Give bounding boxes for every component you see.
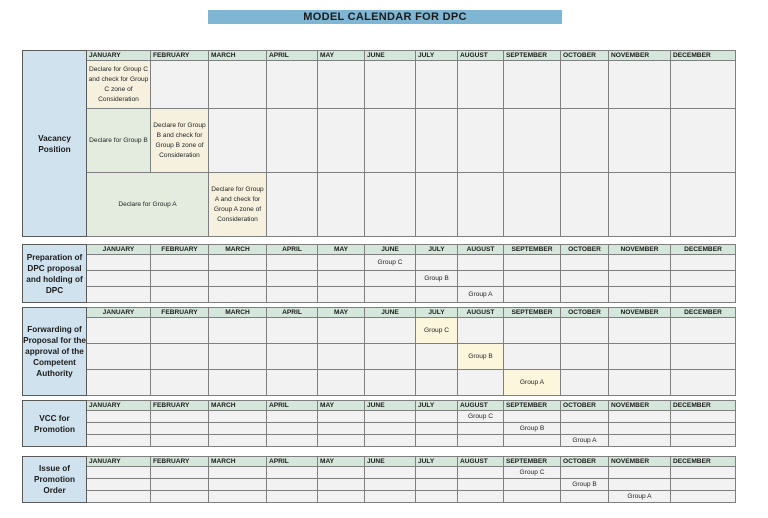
month-header: FEBRUARY [151, 308, 209, 318]
month-header: NOVEMBER [609, 51, 671, 61]
month-header: JANUARY [87, 51, 151, 61]
vcc-group-a: Group A [561, 435, 609, 447]
month-header: MARCH [209, 401, 267, 411]
month-header: JULY [416, 245, 458, 255]
month-header: SEPTEMBER [504, 457, 561, 467]
month-header: APRIL [267, 308, 318, 318]
month-header: SEPTEMBER [504, 245, 561, 255]
month-header: OCTOBER [561, 51, 609, 61]
month-header: APRIL [267, 51, 318, 61]
month-header: DECEMBER [671, 245, 736, 255]
month-header: SEPTEMBER [504, 308, 561, 318]
promo-group-c: Group C [504, 467, 561, 479]
month-header: FEBRUARY [151, 51, 209, 61]
month-header: MAY [318, 401, 365, 411]
month-header: JANUARY [87, 245, 151, 255]
promotion-section [22, 456, 736, 503]
month-header: AUGUST [458, 51, 504, 61]
month-header: AUGUST [458, 457, 504, 467]
group-a-zone-note: Declare for Group A and check for Group A zone of Consideration [209, 173, 267, 237]
fwd-group-a: Group A [504, 370, 561, 396]
month-header: APRIL [267, 245, 318, 255]
month-header: JUNE [365, 51, 416, 61]
month-header: MARCH [209, 308, 267, 318]
month-header: JANUARY [87, 401, 151, 411]
declare-group-b: Declare for Group B [87, 109, 151, 173]
month-header: MARCH [209, 457, 267, 467]
month-header: NOVEMBER [609, 245, 671, 255]
preparation-label: Preparation of DPC proposal and holding of DPC [23, 245, 87, 303]
month-header: JUNE [365, 245, 416, 255]
month-header: MAY [318, 245, 365, 255]
month-header: DECEMBER [671, 457, 736, 467]
month-header: APRIL [267, 457, 318, 467]
vcc-group-c: Group C [458, 411, 504, 423]
forwarding-section [22, 307, 736, 396]
fwd-group-c: Group C [416, 318, 458, 344]
preparation-section [22, 244, 736, 303]
month-header: OCTOBER [561, 245, 609, 255]
month-header: AUGUST [458, 245, 504, 255]
month-header: DECEMBER [671, 401, 736, 411]
promo-group-a: Group A [609, 491, 671, 503]
month-header: OCTOBER [561, 457, 609, 467]
vcc-section [22, 400, 736, 447]
promo-group-b: Group B [561, 479, 609, 491]
month-header: MARCH [209, 51, 267, 61]
month-header: OCTOBER [561, 401, 609, 411]
month-header: MAY [318, 457, 365, 467]
month-header: JANUARY [87, 308, 151, 318]
month-header: FEBRUARY [151, 245, 209, 255]
vacancy-position-label: Vacancy Position [23, 51, 87, 237]
month-header: JANUARY [87, 457, 151, 467]
group-b-zone-note: Declare for Group B and check for Group B zone of Consideration [151, 109, 209, 173]
prep-group-a: Group A [458, 287, 504, 303]
vcc-group-b: Group B [504, 423, 561, 435]
month-header: NOVEMBER [609, 401, 671, 411]
prep-group-b: Group B [416, 271, 458, 287]
month-header: JUNE [365, 308, 416, 318]
month-header: DECEMBER [671, 51, 736, 61]
vcc-label: VCC for Promotion [23, 401, 87, 447]
month-header: MAY [318, 51, 365, 61]
month-header: AUGUST [458, 401, 504, 411]
month-header: MAY [318, 308, 365, 318]
month-header: DECEMBER [671, 308, 736, 318]
month-header: JULY [416, 457, 458, 467]
month-header: JUNE [365, 401, 416, 411]
month-header: NOVEMBER [609, 308, 671, 318]
prep-group-c: Group C [365, 255, 416, 271]
month-header: JULY [416, 51, 458, 61]
month-header: NOVEMBER [609, 457, 671, 467]
month-header: APRIL [267, 401, 318, 411]
fwd-group-b: Group B [458, 344, 504, 370]
month-header: FEBRUARY [151, 457, 209, 467]
month-header: OCTOBER [561, 308, 609, 318]
promotion-label: Issue of Promotion Order [23, 457, 87, 503]
month-header: JUNE [365, 457, 416, 467]
month-header: JULY [416, 401, 458, 411]
month-header: SEPTEMBER [504, 51, 561, 61]
page-title: MODEL CALENDAR FOR DPC [208, 10, 562, 24]
month-header: SEPTEMBER [504, 401, 561, 411]
month-header: AUGUST [458, 308, 504, 318]
forwarding-label: Forwarding of Proposal for the approval of the Competent Authority [23, 308, 87, 396]
month-header: FEBRUARY [151, 401, 209, 411]
month-header: JULY [416, 308, 458, 318]
declare-group-a: Declare for Group A [87, 173, 209, 237]
group-c-zone-note: Declare for Group C and check for Group C zone of Consideration [87, 61, 151, 109]
month-header: MARCH [209, 245, 267, 255]
vacancy-section [22, 50, 736, 237]
